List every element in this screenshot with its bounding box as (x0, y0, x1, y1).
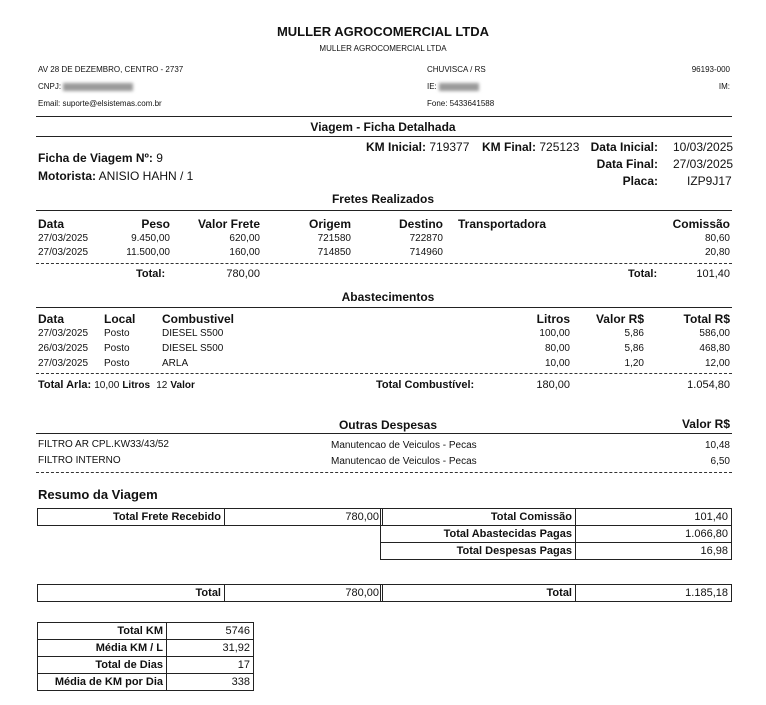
cell-comissao: 80,60 (704, 233, 730, 244)
total-km-label: Total KM (38, 623, 167, 640)
cell-litros: 10,00 (544, 358, 570, 369)
date-start: 10/03/2025 (673, 140, 734, 154)
divider (36, 116, 732, 117)
cell-total: 12,00 (704, 358, 730, 369)
total-arla: Total Arla: 10,00 Litros 12 Valor (38, 379, 195, 391)
company-phone: Fone: 5433641588 (427, 99, 495, 108)
company-cep: 96193-000 (691, 65, 730, 74)
total-combustivel-litros: 180,00 (536, 379, 570, 391)
col-header-valor: Valor R$ (595, 312, 644, 326)
media-km-l-valor: 31,92 (167, 640, 254, 657)
cell-data: 27/03/2025 (38, 358, 89, 369)
total-km-valor: 5746 (167, 623, 254, 640)
company-im: IM: (718, 82, 730, 91)
resumo-pagamentos-table (380, 508, 732, 560)
report-title: Viagem - Ficha Detalhada (310, 120, 456, 134)
fretes-total-valor: 780,00 (226, 268, 260, 280)
cell-valor: 160,00 (229, 247, 260, 258)
fretes-title: Fretes Realizados (331, 192, 435, 206)
cell-categoria: Manutencao de Veiculos - Pecas (331, 440, 477, 451)
col-header-total: Total R$ (683, 312, 730, 326)
company-address: AV 28 DE DEZEMBRO, CENTRO - 2737 (38, 65, 184, 74)
cell-categoria: Manutencao de Veiculos - Pecas (331, 456, 477, 467)
cell-valor: 10,48 (704, 440, 730, 451)
col-header-litros: Litros (536, 312, 570, 326)
resumo-frete-table (37, 508, 383, 526)
col-header-local: Local (104, 312, 136, 326)
divider (36, 307, 732, 308)
fretes-total-label-2: Total: (628, 268, 658, 280)
media-km-dia-valor: 338 (167, 674, 254, 691)
total-frete-label: Total Frete Recebido (38, 509, 225, 526)
fretes-total-comissao: 101,40 (696, 268, 730, 280)
fretes-total-label: Total: (136, 268, 166, 280)
resumo-total-right-table (380, 584, 732, 602)
km-table (37, 622, 254, 691)
cell-local: Posto (104, 328, 130, 339)
driver: Motorista: ANISIO HAHN / 1 (38, 169, 194, 183)
total-dias-label: Total de Dias (38, 657, 167, 674)
col-header-valor-frete: Valor Frete (197, 217, 260, 231)
company-email: Email: suporte@elsistemas.com.br (38, 99, 162, 108)
col-header-peso: Peso (141, 217, 170, 231)
trip-number: Ficha de Viagem Nº: 9 (38, 151, 163, 165)
total-despesas-label: Total Despesas Pagas (381, 543, 576, 560)
cell-combustivel: DIESEL S500 (162, 343, 224, 354)
media-km-dia-label: Média de KM por Dia (38, 674, 167, 691)
cell-local: Posto (104, 358, 130, 369)
total-frete-valor: 780,00 (225, 509, 383, 526)
cell-origem: 714850 (317, 247, 351, 258)
total-combustivel-label: Total Combustível: (376, 379, 475, 391)
total-left-valor: 780,00 (225, 585, 383, 602)
plate-label: Placa: (622, 174, 658, 188)
media-km-l-label: Média KM / L (38, 640, 167, 657)
cell-origem: 721580 (317, 233, 351, 244)
total-right-valor: 1.185,18 (576, 585, 732, 602)
cell-data: 27/03/2025 (38, 247, 89, 258)
km-start: KM Inicial: 719377 (366, 140, 470, 154)
cell-combustivel: ARLA (162, 358, 189, 369)
cell-data: 27/03/2025 (38, 233, 89, 244)
total-comissao-valor: 101,40 (576, 509, 732, 526)
total-combustivel-valor: 1.054,80 (687, 379, 730, 391)
date-end-label: Data Final: (596, 157, 658, 171)
km-end: KM Final: 725123 (482, 140, 580, 154)
cell-local: Posto (104, 343, 130, 354)
company-ie: IE: (427, 82, 479, 91)
divider (36, 433, 732, 434)
cell-data: 26/03/2025 (38, 343, 89, 354)
total-comissao-label: Total Comissão (381, 509, 576, 526)
company-title: MULLER AGROCOMERCIAL LTDA (276, 24, 490, 39)
divider (36, 136, 732, 137)
col-header-origem: Origem (308, 217, 351, 231)
cell-valor: 6,50 (710, 456, 730, 467)
date-end: 27/03/2025 (673, 157, 734, 171)
redacted-ie (439, 83, 479, 91)
total-abastecidas-label: Total Abastecidas Pagas (381, 526, 576, 543)
company-subtitle: MULLER AGROCOMERCIAL LTDA (319, 44, 447, 53)
company-cnpj: CNPJ: (38, 82, 133, 91)
divider (36, 263, 732, 264)
cell-combustivel: DIESEL S500 (162, 328, 224, 339)
col-header-comissao: Comissão (672, 217, 730, 231)
total-left-label: Total (38, 585, 225, 602)
resumo-title: Resumo da Viagem (38, 487, 158, 502)
total-abastecidas-valor: 1.066,80 (576, 526, 732, 543)
cell-comissao: 20,80 (704, 247, 730, 258)
despesas-title: Outras Despesas (338, 418, 438, 432)
cell-litros: 100,00 (539, 328, 570, 339)
total-despesas-valor: 16,98 (576, 543, 732, 560)
cell-valor: 5,86 (624, 343, 644, 354)
cell-destino: 714960 (409, 247, 443, 258)
cell-valor: 1,20 (624, 358, 644, 369)
company-city: CHUVISCA / RS (427, 65, 486, 74)
divider (36, 373, 732, 374)
cell-peso: 9.450,00 (131, 233, 170, 244)
cell-peso: 11.500,00 (126, 247, 170, 258)
cell-litros: 80,00 (544, 343, 570, 354)
resumo-total-left-table (37, 584, 383, 602)
cell-destino: 722870 (409, 233, 443, 244)
col-header-data: Data (38, 312, 65, 326)
cell-total: 586,00 (699, 328, 730, 339)
total-right-label: Total (381, 585, 576, 602)
col-header-transportadora: Transportadora (458, 217, 547, 231)
cell-total: 468,80 (699, 343, 730, 354)
cell-valor: 5,86 (624, 328, 644, 339)
despesas-valor-header: Valor R$ (681, 417, 730, 431)
divider (36, 472, 732, 473)
abast-title: Abastecimentos (341, 290, 435, 304)
date-start-label: Data Inicial: (590, 140, 658, 154)
cell-valor: 620,00 (229, 233, 260, 244)
divider (36, 210, 732, 211)
col-header-destino: Destino (398, 217, 443, 231)
col-header-combustivel: Combustivel (162, 312, 235, 326)
total-dias-valor: 17 (167, 657, 254, 674)
col-header-data: Data (38, 217, 65, 231)
cell-descricao: FILTRO INTERNO (38, 455, 121, 466)
cell-data: 27/03/2025 (38, 328, 89, 339)
cell-descricao: FILTRO AR CPL.KW33/43/52 (38, 439, 169, 450)
redacted-cnpj (63, 83, 133, 91)
plate: IZP9J17 (687, 174, 732, 188)
